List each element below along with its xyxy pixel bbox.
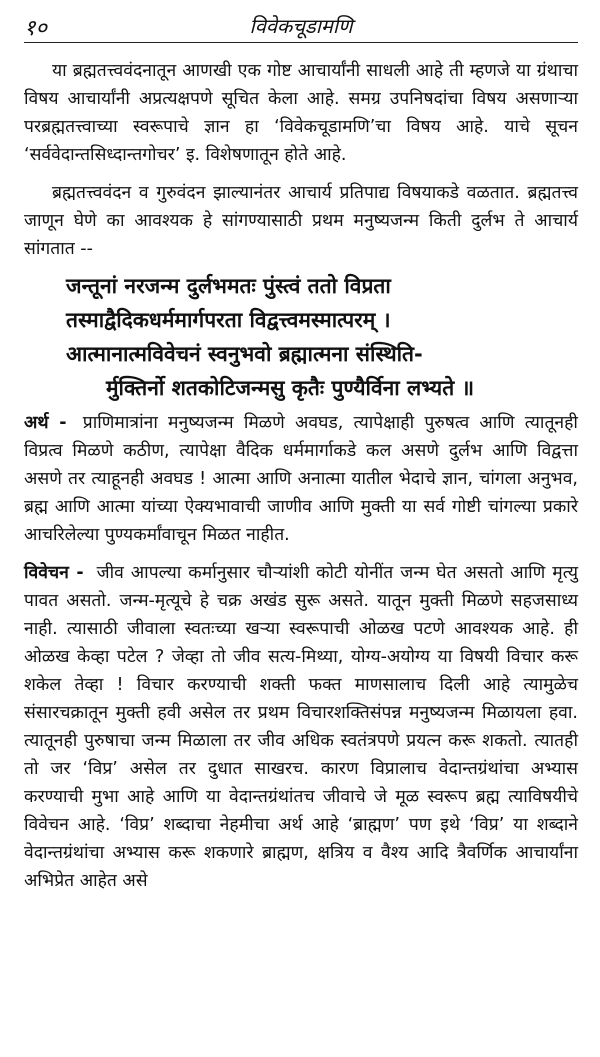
commentary-label: विवेचन - [24, 563, 84, 583]
running-title: विवेकचूडामणि [249, 14, 353, 38]
page-header [24, 6, 578, 43]
page-number: १० [24, 16, 47, 41]
meaning-paragraph [24, 409, 578, 549]
paragraph-2: ब्रह्मतत्त्ववंदन व गुरुवंदन झाल्यानंतर आचार्य प्रतिपाद्य विषयाकडे वळतात. ब्रह्मतत्त्व जाणून घेणे का आवश्यक हे सांगण्यासाठी प्रथम मनुष्यजन्म किती दुर्लभ ते आचार्य सांगतात -- [24, 183, 578, 259]
meaning-text: प्राणिमात्रांना मनुष्यजन्म मिळणे अवघड, त्यापेक्षाही पुरुषत्व आणि त्यातूनही विप्रत्व मिळणे कठीण, त्यापेक्षा वैदिक धर्ममार्गाकडे कल असणे दुर्लभ आणि विद्वत्ता असणे तर त्याहूनही अवघड ! आत्मा आणि अनात्मा यातील भेदाचे ज्ञान, चांगला अनुभव, ब्रह्म आणि आत्मा यांच्या ऐक्यभावाची जाणीव आणि मुक्ती या सर्व गोष्टी चांगल्या प्रकारे आचरिलेल्या पुण्यकर्मांवाचून मिळत नाहीत. [24, 413, 578, 545]
verse-line-2: तस्माद्वैदिकधर्ममार्गपरता विद्वत्त्वमस्मात्परम् । [66, 308, 391, 332]
commentary-text: जीव आपल्या कर्मानुसार चौऱ्यांशी कोटी योनींत जन्म घेत असतो आणि मृत्यु पावत असतो. जन्म-मृत्यूचे हे चक्र अखंड सुरू असते. यातून मुक्ती मिळणे सहजसाध्य नाही. त्यासाठी जीवाला स्वतःच्या खऱ्या स्वरूपाची ओळख पटणे आवश्यक आहे. ही ओळख केव्हा पटेल ? जेव्हा तो जीव सत्य-मिथ्या, योग्य-अयोग्य या विषयी विचार करू शकेल तेव्हा ! विचार करण्याची शक्ती फक्त माणसालाच दिली आहे त्यामुळेच संसारचक्रातून मुक्ती हवी असेल तर प्रथम विचारशक्तिसंपन्न मनुष्यजन्म मिळायला हवा. त्यातूनही पुरुषाचा जन्म मिळाला तर जीव अधिक स्वतंत्रपणे प्रयत्न करू शकतो. त्यातही तो जर ‘विप्र’ असेल तर दुधात साखरच. कारण विप्रालाच वेदान्तग्रंथांचा अभ्यास करण्याची मुभा आहे आणि या वेदान्तग्रंथांतच जीवाचे जे मूळ स्वरूप ब्रह्म त्याविषयीचे विवेचन आहे. ‘विप्र’ शब्दाचा नेहमीचा अर्थ आहे ‘ब्राह्मण’ पण इथे ‘विप्र’ या शब्दाने वेदान्तग्रंथांचा अभ्यास करू शकणारे ब्राह्मण, क्षत्रिय व वैश्य आदि त्रैवर्णिक आचार्यांना अभिप्रेत आहेत असे [24, 563, 578, 891]
commentary-paragraph [24, 559, 578, 895]
sanskrit-verse [24, 269, 578, 405]
verse-line-3: आत्मानात्मविवेचनं स्वनुभवो ब्रह्मात्मना संस्थिति- [66, 342, 423, 366]
verse-line-1: जन्तूनां नरजन्म दुर्लभमतः पुंस्त्वं ततो विप्रता [66, 274, 391, 298]
meaning-label: अर्थ - [24, 413, 67, 433]
verse-line-4: र्मुक्तिर्नो शतकोटिजन्मसु कृतैः पुण्यैर्विना लभ्यते ॥ [106, 376, 475, 400]
paragraph-1: या ब्रह्मतत्त्ववंदनातून आणखी एक गोष्ट आचार्यांनी साधली आहे ती म्हणजे या ग्रंथाचा विषय आचार्यांनी अप्रत्यक्षपणे सूचित केला आहे. समग्र उपनिषदांचा विषय असणाऱ्या परब्रह्मतत्त्वाच्या स्वरूपाचे ज्ञान हा ‘विवेकचूडामणि’चा विषय आहे. याचे सूचन ‘सर्ववेदान्तसिध्दान्तगोचर’ इ. विशेषणातून होते आहे. [24, 61, 578, 165]
